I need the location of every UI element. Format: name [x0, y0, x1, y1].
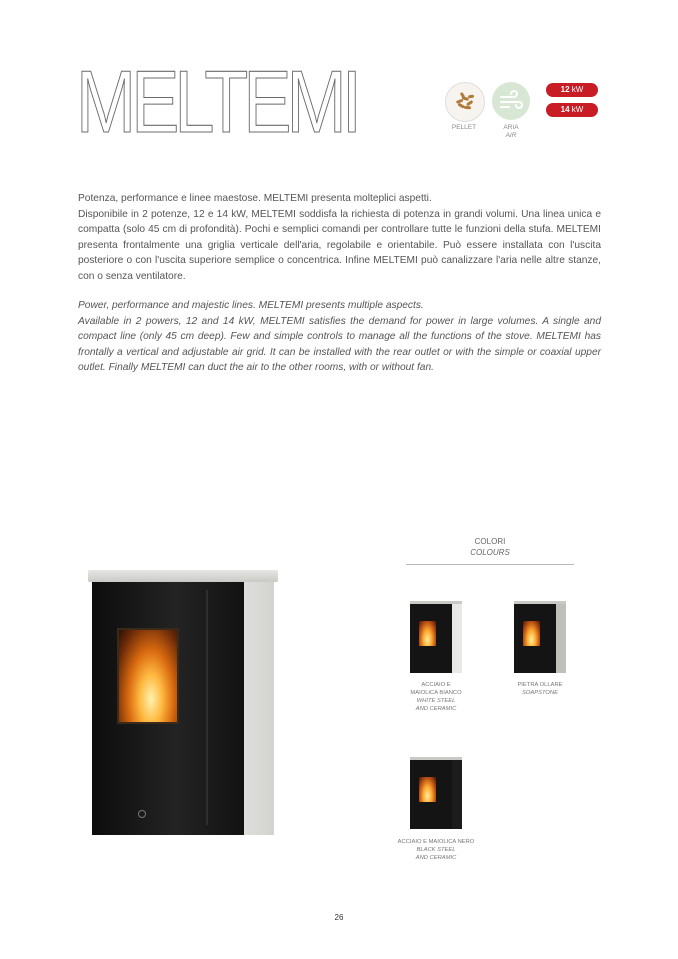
power-unit: kW — [571, 85, 584, 94]
air-icon — [492, 82, 530, 120]
variant-label-en: SOAPSTONE — [522, 690, 558, 696]
air-label-it: ARIA — [503, 124, 519, 131]
variant-fire — [419, 777, 436, 802]
page-number: 26 — [334, 913, 344, 922]
variant-label-en: BLACK STEEL — [416, 847, 456, 853]
variant-top — [410, 601, 462, 604]
colours-heading — [406, 536, 574, 558]
variant-label-black — [386, 838, 486, 862]
variant-label-white — [386, 681, 486, 713]
power-badge-14kw — [546, 103, 598, 117]
power-value: 12 — [560, 85, 570, 94]
colours-heading-it: COLORI — [474, 537, 506, 546]
power-badge-12kw — [546, 83, 598, 97]
stove-variant-white — [410, 601, 462, 673]
variant-top — [514, 601, 566, 604]
variant-label-en: WHITE STEEL — [416, 698, 456, 704]
stove-air-grid — [206, 590, 208, 825]
variant-label-en-2: AND CERAMIC — [415, 855, 457, 861]
power-value: 14 — [560, 105, 570, 114]
description-it-body: Disponibile in 2 potenze, 12 e 14 kW, MELTEMI soddisfa la richiesta di potenza in grandi volumi. Una linea unica e compatta (solo 45 cm di profondità). Pochi e semplici comandi per controllare tutte le funzioni della stufa. MELTEMI presenta frontalmente una griglia verticale dell'aria, regolabile e orientabile. Può essere installata con l'uscita posteriore o con l'uscita superiore semplice o concentrica. Infine MELTEMI può canalizzare l'aria nelle altre stanze, con o senza ventilatore. — [78, 208, 601, 282]
variant-label-it: PIETRA OLLARE — [517, 682, 563, 688]
stove-logo-icon — [138, 810, 146, 818]
variant-label-en-2: AND CERAMIC — [415, 706, 457, 712]
description-italian — [78, 191, 601, 284]
air-label-en: AIR — [505, 132, 517, 139]
variant-fire — [419, 621, 436, 646]
description-english — [78, 298, 601, 376]
pellet-label: PELLET — [451, 124, 477, 131]
variant-top — [410, 757, 462, 760]
stove-variant-soapstone — [514, 601, 566, 673]
stove-variant-black — [410, 757, 462, 829]
variant-fire — [523, 621, 540, 646]
description-en-line-1: Power, performance and majestic lines. MELTEMI presents multiple aspects. — [78, 300, 424, 311]
product-title: MELTEMI — [76, 52, 357, 151]
description-it-line-1: Potenza, performance e linee maestose. MELTEMI presenta molteplici aspetti. — [78, 193, 432, 204]
stove-main-image — [88, 570, 278, 835]
variant-label-it-2: MAIOLICA BIANCO — [410, 690, 462, 696]
stove-top — [88, 570, 278, 582]
description-en-body: Available in 2 powers, 12 and 14 kW, MELTEMI satisfies the demand for power in large volumes. A single and compact line (only 45 cm deep). Few and simple controls to manage all the functions of the stove. MELTEMI has frontally a vertical and adjustable air grid. It can be installed with the rear outlet or with the simple or coaxial upper outlet. Finally MELTEMI can duct the air to the other rooms, with or without fan. — [78, 315, 601, 373]
stove-fire — [117, 628, 179, 724]
pellet-icon — [445, 82, 485, 122]
variant-label-it: ACCIAIO E MAIOLICA NERO — [397, 839, 475, 845]
variant-label-it: ACCIAIO E — [421, 682, 451, 688]
power-unit: kW — [571, 105, 584, 114]
colours-heading-en: COLOURS — [470, 548, 510, 557]
variant-label-soapstone — [490, 681, 590, 697]
colours-divider — [406, 564, 574, 565]
